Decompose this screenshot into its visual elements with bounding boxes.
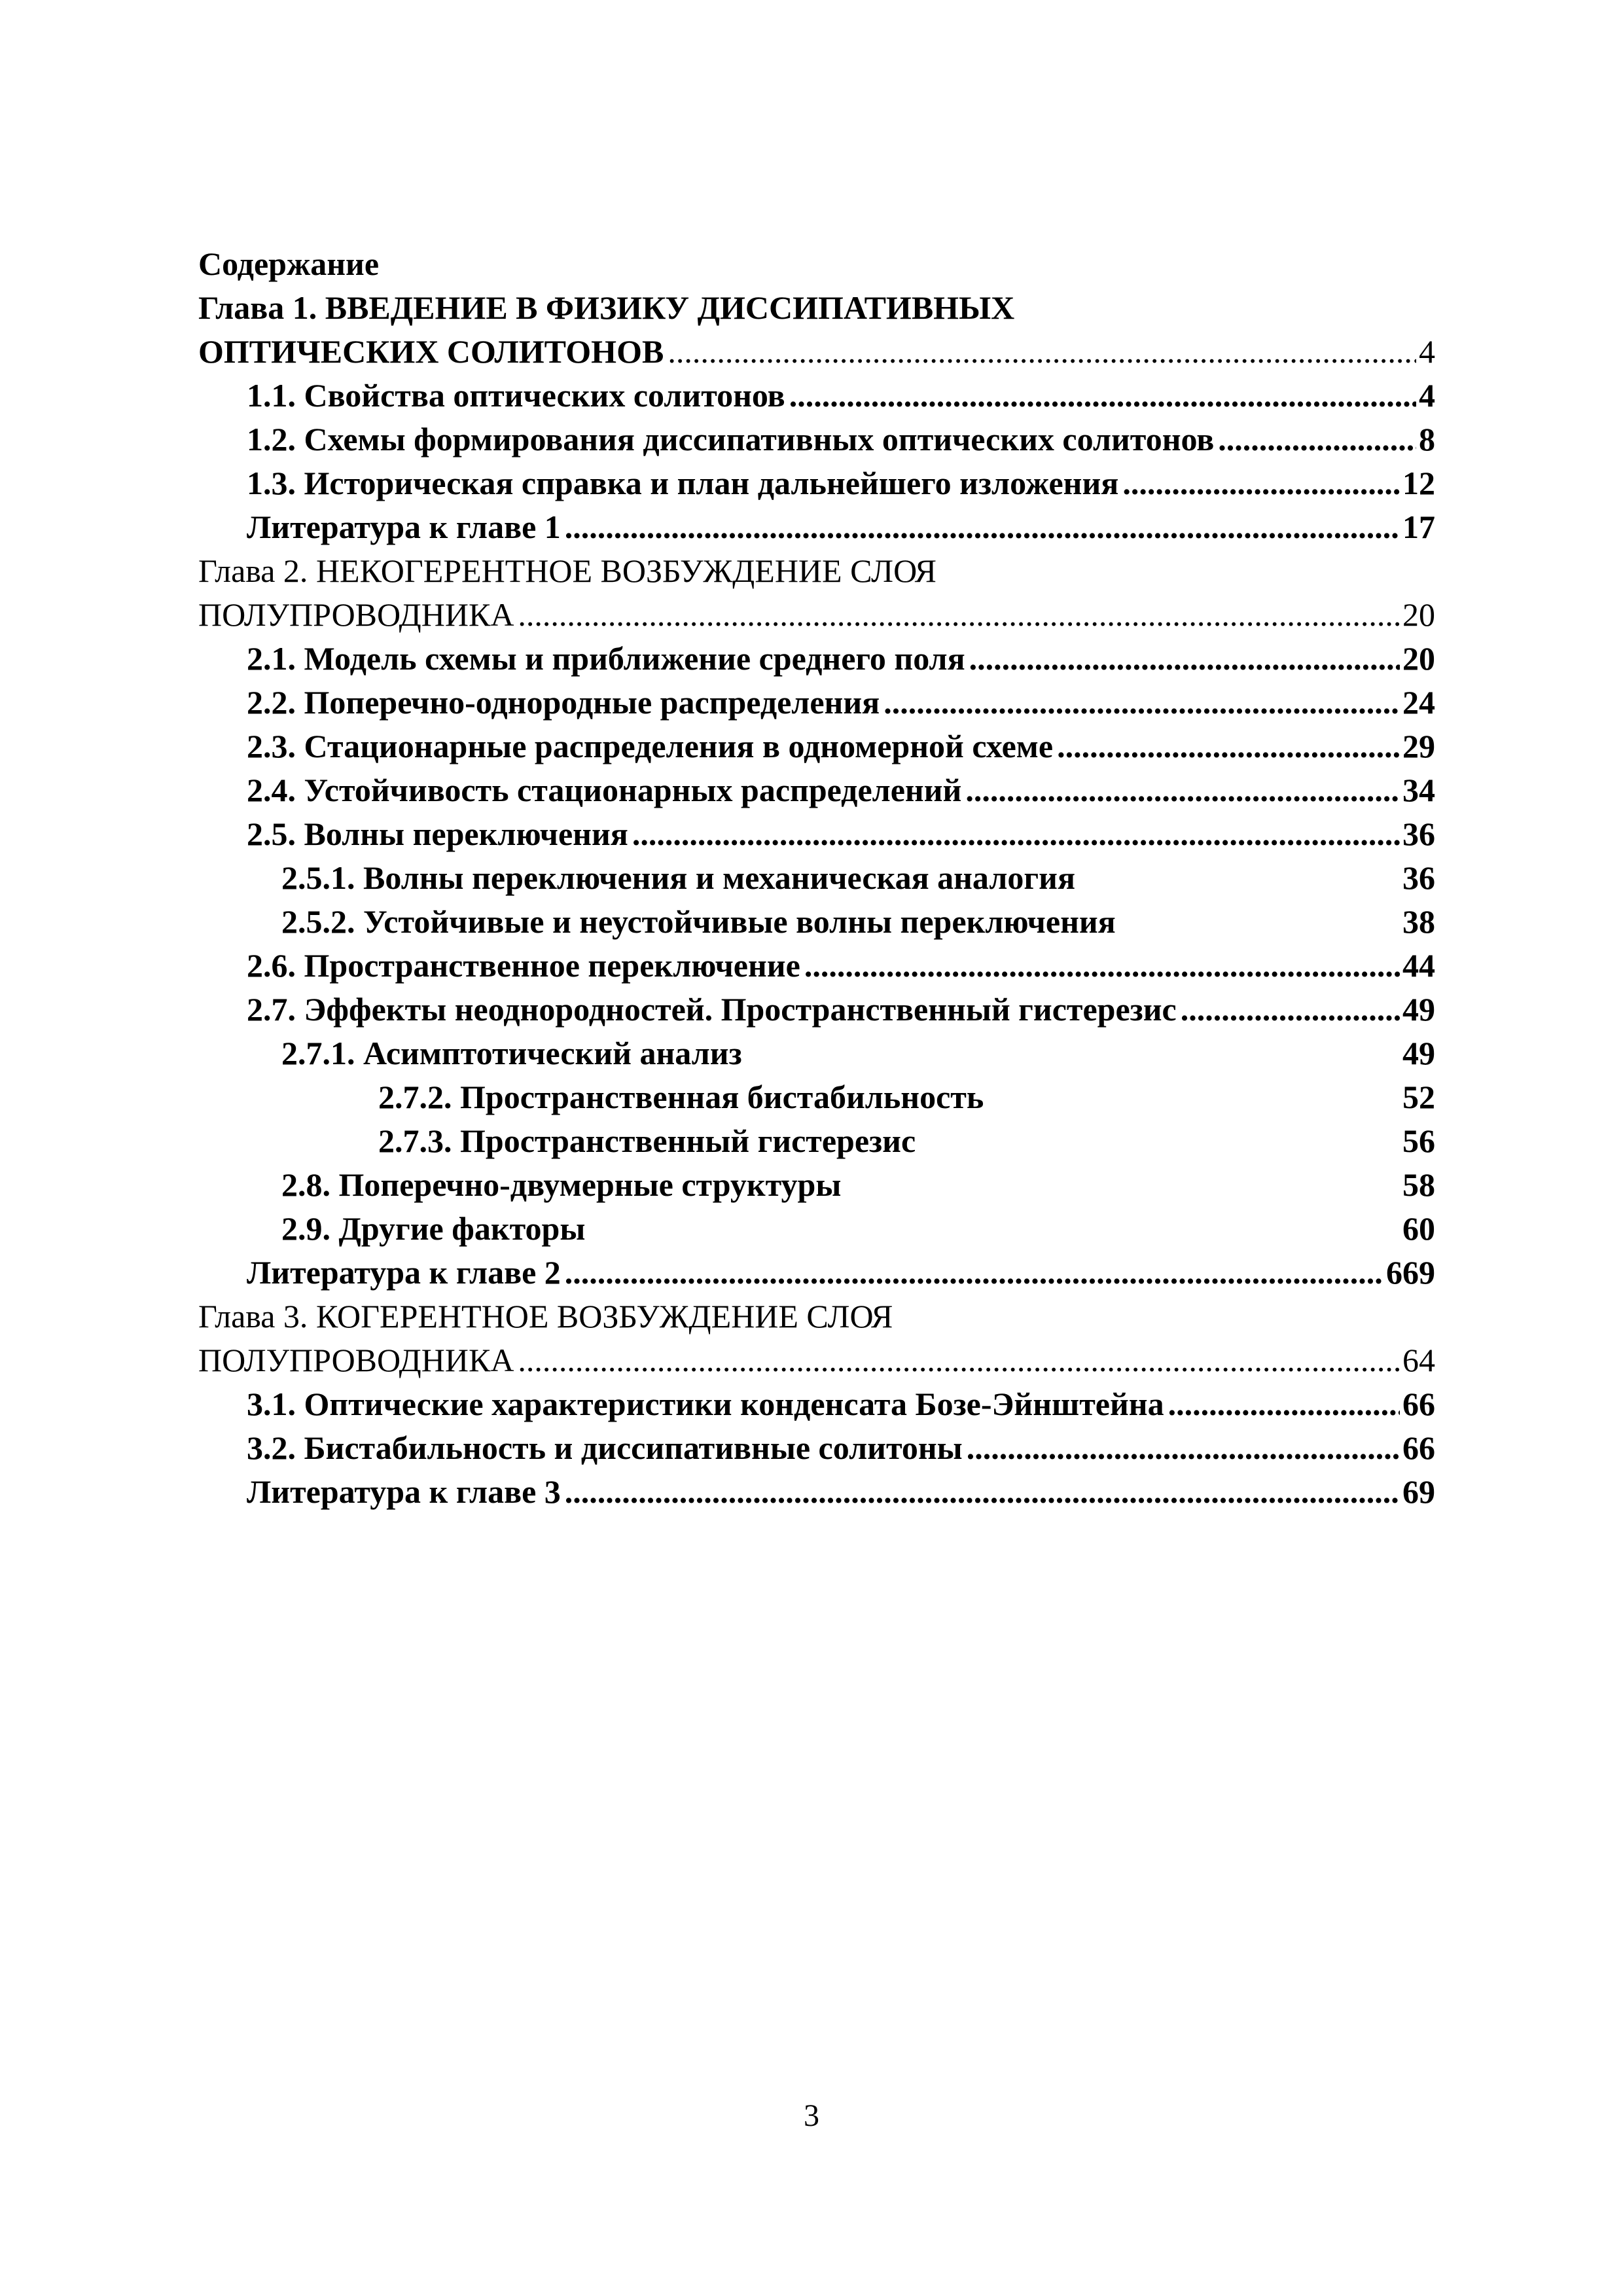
toc-entry-label: 2.9. Другие факторы	[281, 1210, 586, 1247]
toc-entry-2-5[interactable]	[247, 812, 1435, 856]
toc-entry-label: 2.6. Пространственное переключение	[247, 947, 800, 984]
table-of-contents	[198, 242, 1435, 1514]
leader-dots	[785, 374, 1435, 418]
toc-entry-2-6[interactable]	[247, 944, 1435, 988]
toc-entry-label: 2.5.1. Волны переключения и механическая аналогия	[281, 859, 1075, 896]
chapter-3-page: 64	[1400, 1338, 1435, 1382]
toc-entry-page: 34	[1400, 768, 1435, 812]
toc-entry-2-2[interactable]	[247, 681, 1435, 725]
toc-entry-lit-2[interactable]	[247, 1251, 1435, 1295]
toc-entry-2-1[interactable]	[247, 637, 1435, 681]
chapter-3-title-line1: КОГЕРЕНТНОЕ ВОЗБУЖДЕНИЕ СЛОЯ	[315, 1298, 893, 1335]
leader-dots	[514, 1338, 1435, 1382]
toc-entry-2-9[interactable]	[281, 1207, 1435, 1251]
toc-entry-2-5-2[interactable]	[281, 900, 1435, 944]
chapter-2-page: 20	[1400, 593, 1435, 637]
toc-entry-2-4[interactable]	[247, 768, 1435, 812]
toc-entry-3-1[interactable]	[247, 1382, 1435, 1426]
toc-entry-page: 17	[1400, 505, 1435, 549]
toc-entry-2-7-1[interactable]	[281, 1031, 1435, 1075]
chapter-1-title-line2: ОПТИЧЕСКИХ СОЛИТОНОВ	[198, 333, 664, 370]
chapter-2-entry[interactable]	[198, 593, 1435, 637]
toc-entry-lit-3[interactable]	[247, 1470, 1435, 1514]
toc-entry-page: 49	[1400, 1031, 1435, 1075]
leader-dots	[628, 812, 1435, 856]
toc-entry-label: 2.5.2. Устойчивые и неустойчивые волны переключения	[281, 903, 1116, 940]
chapter-2-heading	[198, 549, 1435, 593]
leader-dots	[1053, 725, 1435, 768]
toc-entry-page: 44	[1400, 944, 1435, 988]
leader-dots	[1214, 418, 1435, 461]
leader-dots	[664, 330, 1435, 374]
toc-entry-page: 12	[1400, 461, 1435, 505]
toc-entry-1-1[interactable]	[247, 374, 1435, 418]
toc-entry-1-2[interactable]	[247, 418, 1435, 461]
leader-space	[1075, 856, 1435, 900]
chapter-2-title-line1: НЕКОГЕРЕНТНОЕ ВОЗБУЖДЕНИЕ СЛОЯ	[315, 552, 936, 589]
toc-entry-page: 8	[1416, 418, 1435, 461]
toc-entry-page: 36	[1400, 856, 1435, 900]
leader-dots	[514, 593, 1435, 637]
toc-entry-label: 2.7.3. Пространственный гистерезис	[378, 1122, 916, 1159]
chapter-1-heading	[198, 286, 1435, 330]
toc-entry-label: 2.3. Стационарные распределения в одномерной схеме	[247, 728, 1054, 764]
toc-entry-page: 4	[1416, 374, 1435, 418]
toc-title: Содержание	[198, 245, 380, 282]
toc-entry-label: 3.1. Оптические характеристики конденсата Бозе-Эйнштейна	[247, 1386, 1164, 1422]
toc-entry-1-3[interactable]	[247, 461, 1435, 505]
toc-entry-label: 1.3. Историческая справка и план дальнейшего изложения	[247, 465, 1119, 501]
toc-entry-label: 2.8. Поперечно-двумерные структуры	[281, 1166, 842, 1203]
toc-entry-2-7-2[interactable]	[378, 1075, 1435, 1119]
toc-entry-page: 20	[1400, 637, 1435, 681]
toc-entry-2-3[interactable]	[247, 725, 1435, 768]
toc-entry-label: 2.7.2. Пространственная бистабильность	[378, 1079, 984, 1115]
toc-entry-2-7[interactable]	[247, 988, 1435, 1031]
chapter-2-title-line2: ПОЛУПРОВОДНИКА	[198, 596, 514, 633]
toc-entry-label: 2.2. Поперечно-однородные распределения	[247, 684, 880, 721]
leader-dots	[561, 505, 1435, 549]
chapter-3-heading	[198, 1295, 1435, 1338]
toc-entry-label: 2.4. Устойчивость стационарных распределений	[247, 772, 962, 808]
toc-entry-page: 69	[1400, 1470, 1435, 1514]
toc-entry-page: 66	[1400, 1426, 1435, 1470]
leader-dots	[561, 1251, 1435, 1295]
leader-space	[841, 1163, 1435, 1207]
toc-entry-label: Литература к главе 2	[247, 1254, 561, 1291]
leader-dots	[965, 637, 1435, 681]
toc-entry-label: 2.7.1. Асимптотический анализ	[281, 1035, 742, 1071]
chapter-3-prefix: Глава 3.	[198, 1298, 308, 1335]
toc-entry-label: 2.1. Модель схемы и приближение среднего поля	[247, 640, 965, 677]
chapter-1-prefix: Глава 1.	[198, 289, 317, 326]
toc-entry-page: 49	[1400, 988, 1435, 1031]
leader-dots	[961, 768, 1435, 812]
toc-entry-label: 2.7. Эффекты неоднородностей. Пространственный гистерезис	[247, 991, 1177, 1028]
toc-entry-label: 2.5. Волны переключения	[247, 816, 628, 852]
leader-dots	[963, 1426, 1435, 1470]
toc-entry-label: Литература к главе 1	[247, 509, 561, 545]
toc-entry-page: 36	[1400, 812, 1435, 856]
page-number: 3	[804, 2098, 819, 2133]
chapter-3-entry[interactable]	[198, 1338, 1435, 1382]
leader-space	[742, 1031, 1435, 1075]
leader-space	[916, 1119, 1435, 1163]
toc-entry-label: 1.1. Свойства оптических солитонов	[247, 377, 785, 414]
chapter-1-entry[interactable]	[198, 330, 1435, 374]
toc-entry-page: 669	[1383, 1251, 1435, 1295]
chapter-2-prefix: Глава 2.	[198, 552, 308, 589]
leader-dots	[1118, 461, 1435, 505]
toc-entry-label: Литература к главе 3	[247, 1473, 561, 1510]
chapter-3-title-line2: ПОЛУПРОВОДНИКА	[198, 1342, 514, 1378]
leader-dots	[1177, 988, 1435, 1031]
toc-entry-page: 66	[1400, 1382, 1435, 1426]
toc-entry-label: 3.2. Бистабильность и диссипативные солитоны	[247, 1429, 963, 1466]
toc-entry-page: 38	[1400, 900, 1435, 944]
toc-entry-2-7-3[interactable]	[378, 1119, 1435, 1163]
toc-entry-lit-1[interactable]	[247, 505, 1435, 549]
leader-space	[585, 1207, 1435, 1251]
leader-dots	[561, 1470, 1435, 1514]
leader-dots	[800, 944, 1435, 988]
toc-entry-3-2[interactable]	[247, 1426, 1435, 1470]
toc-entry-page: 56	[1400, 1119, 1435, 1163]
toc-entry-page: 58	[1400, 1163, 1435, 1207]
toc-entry-page: 29	[1400, 725, 1435, 768]
chapter-1-title-line1: ВВЕДЕНИЕ В ФИЗИКУ ДИССИПАТИВНЫХ	[325, 289, 1015, 326]
chapter-1-page: 4	[1416, 330, 1435, 374]
leader-space	[1116, 900, 1435, 944]
toc-entry-page: 24	[1400, 681, 1435, 725]
toc-entry-label: 1.2. Схемы формирования диссипативных оптических солитонов	[247, 421, 1215, 457]
leader-dots	[1164, 1382, 1435, 1426]
toc-entry-page: 52	[1400, 1075, 1435, 1119]
leader-space	[984, 1075, 1435, 1119]
toc-entry-2-5-1[interactable]	[281, 856, 1435, 900]
toc-entry-2-8[interactable]	[281, 1163, 1435, 1207]
leader-dots	[880, 681, 1435, 725]
toc-entry-page: 60	[1400, 1207, 1435, 1251]
